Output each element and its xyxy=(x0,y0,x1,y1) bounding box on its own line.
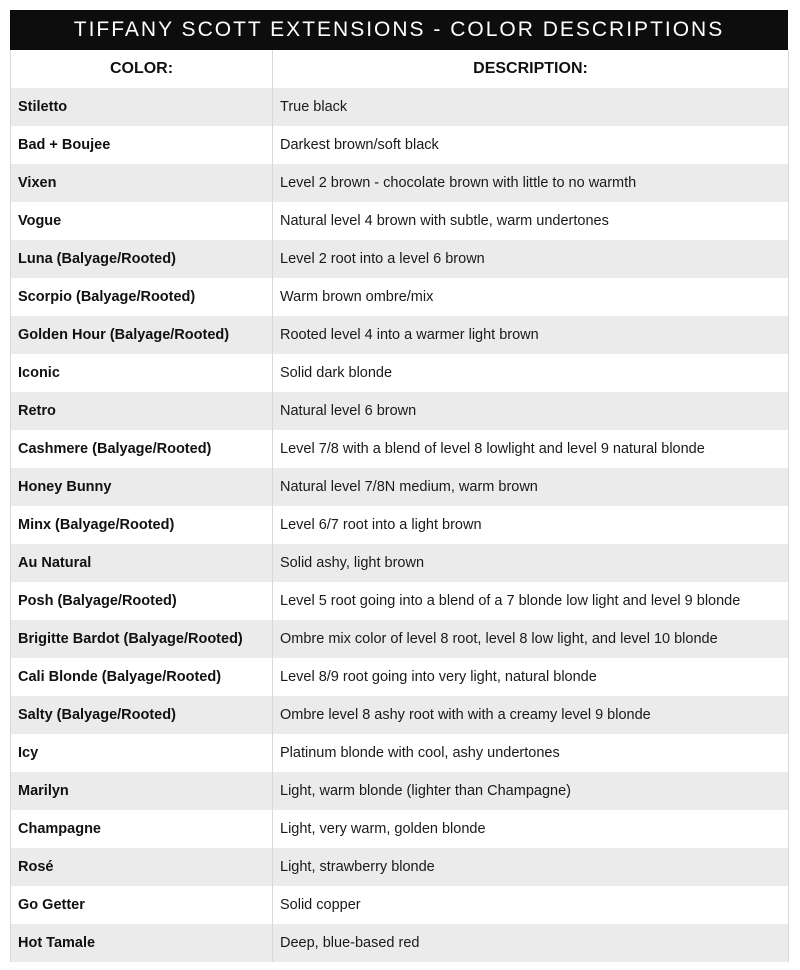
description-cell: Deep, blue-based red xyxy=(273,924,789,962)
color-name-cell: Minx (Balyage/Rooted) xyxy=(11,506,273,544)
color-name-cell: Iconic xyxy=(11,354,273,392)
table-row xyxy=(11,278,789,316)
description-cell: Solid dark blonde xyxy=(273,354,789,392)
table-row xyxy=(11,88,789,126)
table-row xyxy=(11,696,789,734)
table-body xyxy=(11,88,789,962)
description-cell: Light, strawberry blonde xyxy=(273,848,789,886)
color-name-cell: Icy xyxy=(11,734,273,772)
table-row xyxy=(11,506,789,544)
color-name-cell: Rosé xyxy=(11,848,273,886)
table-header-row xyxy=(11,50,789,88)
table-row xyxy=(11,392,789,430)
color-name-cell: Hot Tamale xyxy=(11,924,273,962)
color-table xyxy=(10,50,789,962)
column-header-description: DESCRIPTION: xyxy=(273,50,789,88)
page-title: TIFFANY SCOTT EXTENSIONS - COLOR DESCRIPTIONS xyxy=(10,10,788,50)
table-row xyxy=(11,316,789,354)
description-cell: Rooted level 4 into a warmer light brown xyxy=(273,316,789,354)
color-name-cell: Vixen xyxy=(11,164,273,202)
description-cell: Level 2 root into a level 6 brown xyxy=(273,240,789,278)
color-name-cell: Cashmere (Balyage/Rooted) xyxy=(11,430,273,468)
table-row xyxy=(11,430,789,468)
description-cell: Level 6/7 root into a light brown xyxy=(273,506,789,544)
description-cell: Natural level 7/8N medium, warm brown xyxy=(273,468,789,506)
table-row xyxy=(11,354,789,392)
color-descriptions-sheet xyxy=(10,10,788,962)
table-row xyxy=(11,544,789,582)
description-cell: Solid ashy, light brown xyxy=(273,544,789,582)
table-row xyxy=(11,164,789,202)
description-cell: Darkest brown/soft black xyxy=(273,126,789,164)
table-row xyxy=(11,772,789,810)
color-name-cell: Stiletto xyxy=(11,88,273,126)
color-name-cell: Scorpio (Balyage/Rooted) xyxy=(11,278,273,316)
description-cell: Ombre level 8 ashy root with with a creamy level 9 blonde xyxy=(273,696,789,734)
table-row xyxy=(11,810,789,848)
color-name-cell: Champagne xyxy=(11,810,273,848)
description-cell: Ombre mix color of level 8 root, level 8 low light, and level 10 blonde xyxy=(273,620,789,658)
description-cell: Level 7/8 with a blend of level 8 lowlight and level 9 natural blonde xyxy=(273,430,789,468)
table-row xyxy=(11,582,789,620)
table-row xyxy=(11,658,789,696)
table-row xyxy=(11,886,789,924)
table-row xyxy=(11,202,789,240)
color-name-cell: Au Natural xyxy=(11,544,273,582)
table-row xyxy=(11,240,789,278)
color-name-cell: Cali Blonde (Balyage/Rooted) xyxy=(11,658,273,696)
color-name-cell: Honey Bunny xyxy=(11,468,273,506)
description-cell: Platinum blonde with cool, ashy undertones xyxy=(273,734,789,772)
description-cell: Light, warm blonde (lighter than Champagne) xyxy=(273,772,789,810)
color-name-cell: Retro xyxy=(11,392,273,430)
table-row xyxy=(11,620,789,658)
color-name-cell: Go Getter xyxy=(11,886,273,924)
color-name-cell: Vogue xyxy=(11,202,273,240)
color-name-cell: Marilyn xyxy=(11,772,273,810)
description-cell: Natural level 6 brown xyxy=(273,392,789,430)
description-cell: Solid copper xyxy=(273,886,789,924)
color-name-cell: Bad + Boujee xyxy=(11,126,273,164)
color-name-cell: Luna (Balyage/Rooted) xyxy=(11,240,273,278)
description-cell: Level 8/9 root going into very light, natural blonde xyxy=(273,658,789,696)
color-name-cell: Golden Hour (Balyage/Rooted) xyxy=(11,316,273,354)
description-cell: Level 2 brown - chocolate brown with little to no warmth xyxy=(273,164,789,202)
description-cell: True black xyxy=(273,88,789,126)
table-row xyxy=(11,126,789,164)
description-cell: Warm brown ombre/mix xyxy=(273,278,789,316)
color-name-cell: Salty (Balyage/Rooted) xyxy=(11,696,273,734)
table-row xyxy=(11,924,789,962)
table-row xyxy=(11,848,789,886)
color-name-cell: Posh (Balyage/Rooted) xyxy=(11,582,273,620)
description-cell: Level 5 root going into a blend of a 7 blonde low light and level 9 blonde xyxy=(273,582,789,620)
table-row xyxy=(11,734,789,772)
description-cell: Natural level 4 brown with subtle, warm undertones xyxy=(273,202,789,240)
color-name-cell: Brigitte Bardot (Balyage/Rooted) xyxy=(11,620,273,658)
description-cell: Light, very warm, golden blonde xyxy=(273,810,789,848)
column-header-color: COLOR: xyxy=(11,50,273,88)
table-row xyxy=(11,468,789,506)
